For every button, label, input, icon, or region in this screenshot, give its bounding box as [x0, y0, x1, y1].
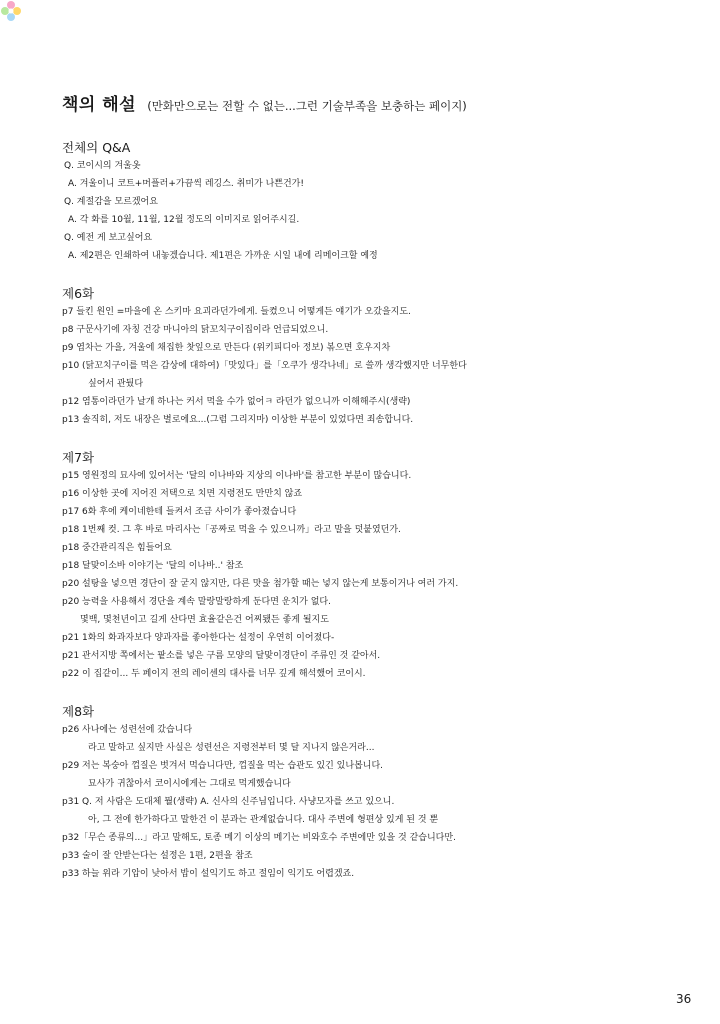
note-line-continuation: 라고 말하고 싶지만 사실은 성련선은 지령전부터 몇 달 지나지 않은거라... [88, 743, 375, 753]
section-title-chapter-6: 제6화 [62, 286, 95, 301]
section-title-chapter-7: 제7화 [62, 450, 95, 465]
note-line: p10 (닭꼬치구이를 먹은 감상에 대하여)「맛있다」를「오쿠가 생각나네」로 쓸까 생각했지만 너무한다 [62, 361, 467, 371]
section-qa [62, 139, 712, 265]
note-line: p17 6화 후에 케이네한테 들켜서 조금 사이가 좋아졌습니다 [62, 507, 297, 517]
page-header [62, 90, 712, 115]
note-line: p13 솔직히, 저도 내장은 별로에요...(그럼 그리지마) 이상한 부분이 있었다면 죄송합니다. [62, 415, 414, 425]
note-line-continuation: 몇백, 몇천년이고 길게 산다면 효율같은건 어찌됐든 좋게 될지도 [80, 615, 329, 625]
note-line: p26 사나에는 성련선에 갔습니다 [62, 725, 193, 735]
note-line-continuation: 아, 그 전에 한가하다고 말한건 이 분과는 관계없습니다. 대사 주변에 형편상 있게 된 것 뿐 [88, 815, 439, 825]
note-line: p20 설탕을 넣으면 경단이 잘 굳지 않지만, 다른 맛을 첨가할 때는 넣지 않는게 보통이거나 여러 가지. [62, 579, 459, 589]
note-line: p33 하늘 위라 기압이 낮아서 밥이 설익기도 하고 절임이 익기도 어렵겠죠. [62, 869, 355, 879]
note-line: p16 이상한 곳에 지어진 저택으로 치면 지령전도 만만치 않죠 [62, 489, 303, 499]
page-number: 36 [676, 992, 692, 1006]
note-line: p8 구문사기에 자칭 건강 마니아의 닭꼬치구이집이라 언급되었으니. [62, 325, 329, 335]
note-line: p22 이 집같이... 두 페이지 전의 레이센의 대사를 너무 깊게 해석했어 코이시. [62, 669, 366, 679]
note-line: p33 술이 잘 안받는다는 설정은 1편, 2편을 참조 [62, 851, 253, 861]
note-line-continuation: 묘사가 귀찮아서 코이시에게는 그대로 먹게했습니다 [88, 779, 291, 789]
page-subtitle: (만화만으로는 전할 수 없는...그런 기술부족을 보충하는 페이지) [147, 99, 467, 113]
flower-logo-icon [0, 0, 22, 22]
qa-question: Q. 코이시의 겨울옷 [64, 161, 141, 171]
section-chapter-6 [62, 285, 712, 429]
section-title-qa: 전체의 Q&A [62, 140, 131, 155]
qa-answer: A. 겨울이니 코트+머플러+가끔씩 레깅스. 취미가 나쁜건가! [68, 179, 304, 189]
note-line: p18 중간관리직은 힘들어요 [62, 543, 172, 553]
note-line: p18 1번째 컷. 그 후 바로 마리사는「공짜로 먹을 수 있으니까」라고 말을 덧붙였던가. [62, 525, 401, 535]
note-line: p7 들킨 원인 =마을에 온 스키마 요괴라던가에게. 들켰으니 어떻게든 얘기가 오갔을지도. [62, 307, 411, 317]
note-line: p18 달맞이소바 이야기는 '달의 이나바..' 참조 [62, 561, 244, 571]
section-chapter-8 [62, 703, 712, 883]
qa-question: Q. 계절감을 모르겠어요 [64, 197, 158, 207]
note-line: p32「무슨 종류의...」라고 말해도, 토종 메기 이상의 메기는 비와호수 주변에만 있을 것 같습니다만. [62, 833, 456, 843]
qa-answer: A. 각 화를 10월, 11월, 12월 정도의 이미지로 읽어주시길. [68, 215, 300, 225]
note-line: p15 영원정의 묘사에 있어서는 '달의 이나바와 지상의 이나바'를 참고한 부분이 많습니다. [62, 471, 412, 481]
qa-answer: A. 제2편은 인쇄하여 내놓겠습니다. 제1편은 가까운 시일 내에 리메이크할 예정 [68, 251, 378, 261]
note-line: p9 엽차는 가을, 겨울에 채집한 찻잎으로 만든다 (위키피디아 정보) 볶으면 호우지차 [62, 343, 391, 353]
section-chapter-7 [62, 449, 712, 683]
note-line: p29 저는 복숭아 껍질은 벗겨서 먹습니다만, 껍질을 먹는 습관도 있긴 있나봅니다. [62, 761, 384, 771]
document-body [62, 90, 712, 903]
qa-question: Q. 예전 게 보고싶어요 [64, 233, 153, 243]
page-title: 책의 해설 [62, 95, 137, 115]
note-line: p20 능력을 사용해서 경단을 계속 말랑말랑하게 둔다면 운치가 없다. [62, 597, 331, 607]
note-line-continuation: 싶어서 관뒀다 [88, 379, 144, 389]
note-line: p31 Q. 저 사람은 도대체 뭘(생략) A. 신사의 신주님입니다. 사냥모자를 쓰고 있으니. [62, 797, 395, 807]
note-line: p12 염통이라던가 날개 하나는 커서 먹을 수가 없어ㅋ 라던가 없으니까 이해해주시(생략) [62, 397, 411, 407]
note-line: p21 관서지방 쪽에서는 팥소를 넣은 구름 모양의 달맞이경단이 주류인 것 같아서. [62, 651, 381, 661]
note-line: p21 1화의 화과자보다 양과자를 좋아한다는 설정이 우연히 이어졌다- [62, 633, 335, 643]
section-title-chapter-8: 제8화 [62, 704, 95, 719]
